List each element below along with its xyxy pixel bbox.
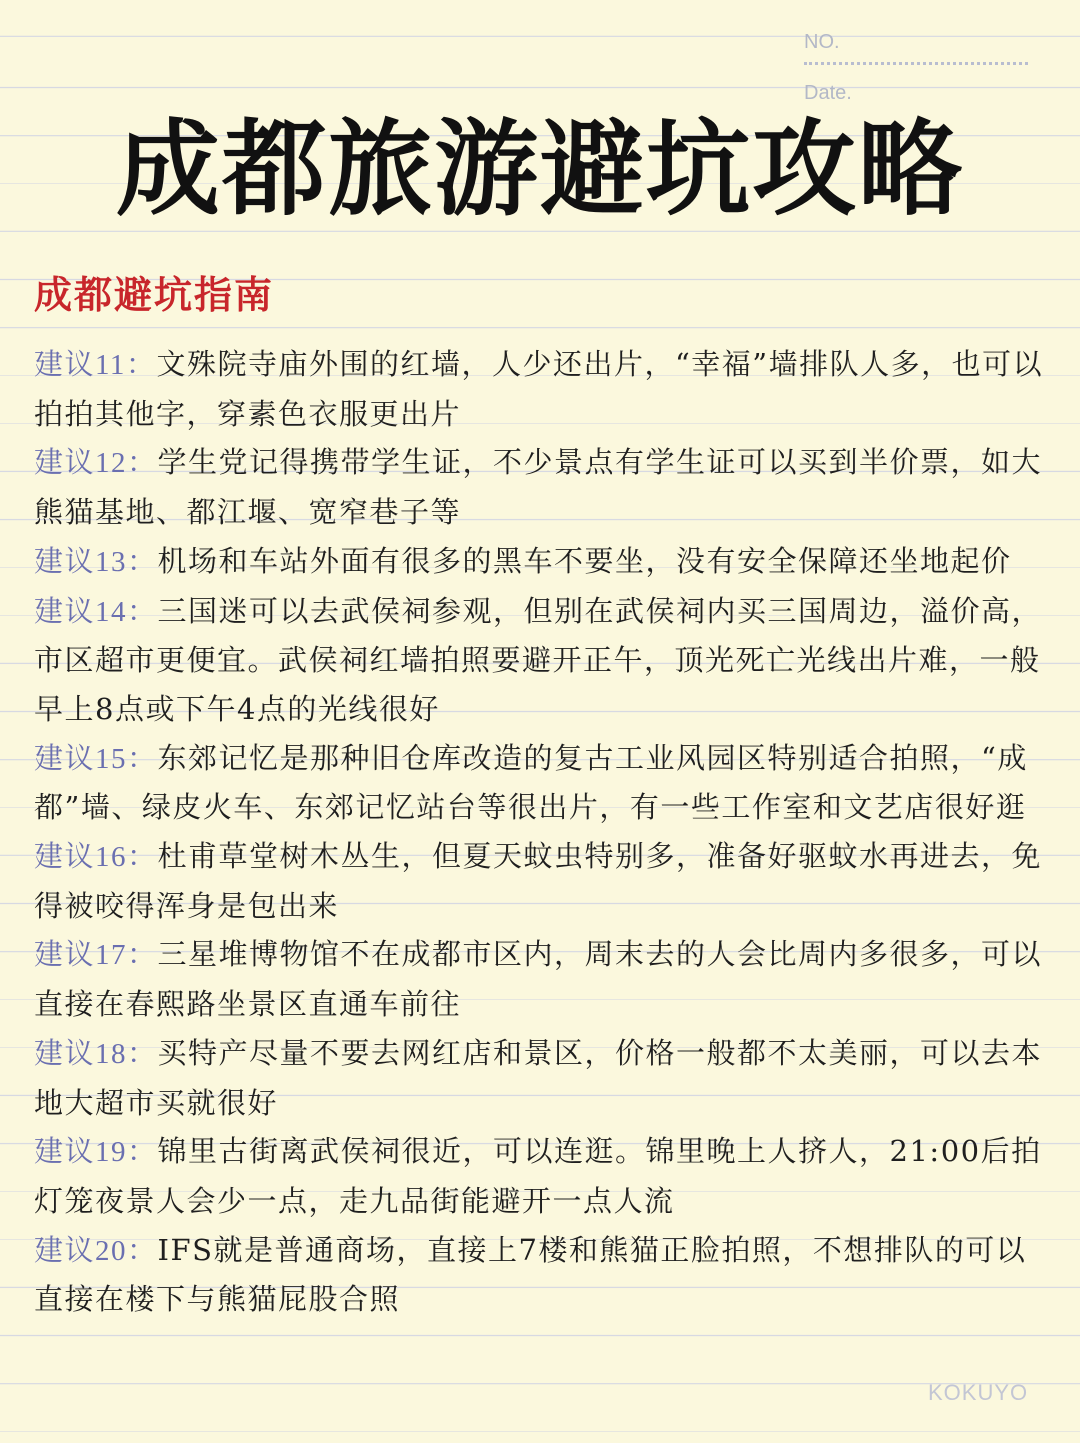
tip-item	[34, 1029, 1046, 1127]
tip-label: 建议14：	[34, 595, 158, 628]
tip-text: 东郊记忆是那种旧仓库改造的复古工业风园区特别适合拍照，“成都”墙、绿皮火车、东郊记忆站台等很出片，有一些工作室和文艺店很好逛	[34, 740, 1028, 825]
tip-label: 建议18：	[34, 1037, 158, 1070]
tip-text: 学生党记得携带学生证，不少景点有学生证可以买到半价票，如大熊猫基地、都江堰、宽窄巷子等	[34, 445, 1043, 530]
tip-item	[34, 537, 1046, 587]
section-heading: 成都避坑指南	[34, 272, 275, 317]
tip-item	[34, 1226, 1046, 1324]
notebook-header-fields	[804, 28, 1028, 113]
tip-label: 建议19：	[34, 1136, 158, 1169]
brand-watermark: KOKUYO	[928, 1380, 1029, 1405]
tip-label: 建议15：	[34, 742, 158, 775]
tip-text: 杜甫草堂树木丛生，但夏天蚊虫特别多，准备好驱蚊水再进去，免得被咬得浑身是包出来	[34, 839, 1043, 923]
tip-item	[34, 587, 1046, 734]
tips-list	[34, 340, 1046, 1324]
tip-text: 锦里古街离武侯祠很近，可以连逛。锦里晚上人挤人，21:00后拍灯笼夜景人会少一点，走九品街能避开一点人流	[34, 1134, 1042, 1218]
tip-item	[34, 832, 1046, 930]
tip-text: 三星堆博物馆不在成都市区内，周末去的人会比周内多很多，可以直接在春熙路坐景区直通车前往	[34, 937, 1043, 1022]
tip-label: 建议16：	[34, 841, 158, 874]
tip-item	[34, 340, 1046, 438]
date-field: Date.	[804, 82, 852, 104]
tip-label: 建议12：	[34, 447, 158, 480]
tip-text: 买特产尽量不要去网红店和景区，价格一般都不太美丽，可以去本地大超市买就很好	[34, 1035, 1043, 1120]
tip-label: 建议13：	[34, 545, 158, 578]
no-field: NO.	[804, 28, 1028, 65]
tip-text: IFS就是普通商场，直接上7楼和熊猫正脸拍照，不想排队的可以直接在楼下与熊猫屁股合照	[34, 1232, 1027, 1317]
tip-item	[34, 930, 1046, 1028]
tip-text: 三国迷可以去武侯祠参观，但别在武侯祠内买三国周边，溢价高，市区超市更便宜。武侯祠红墙拍照要避开正午，顶光死亡光线出片难，一般早上8点或下午4点的光线很好	[34, 593, 1043, 726]
tip-label: 建议11：	[34, 349, 157, 381]
tip-item	[34, 438, 1046, 536]
page-title: 成都旅游避坑攻略	[115, 107, 964, 230]
tip-text: 机场和车站外面有很多的黑车不要坐，没有安全保障还坐地起价	[157, 543, 1012, 578]
tip-label: 建议17：	[34, 939, 158, 972]
tip-text: 文殊院寺庙外围的红墙，人少还出片，“幸福”墙排队人多，也可以拍拍其他字，穿素色衣服更出片	[34, 347, 1044, 431]
tip-item	[34, 734, 1046, 832]
tip-item	[34, 1127, 1046, 1225]
tip-label: 建议20：	[34, 1234, 158, 1267]
